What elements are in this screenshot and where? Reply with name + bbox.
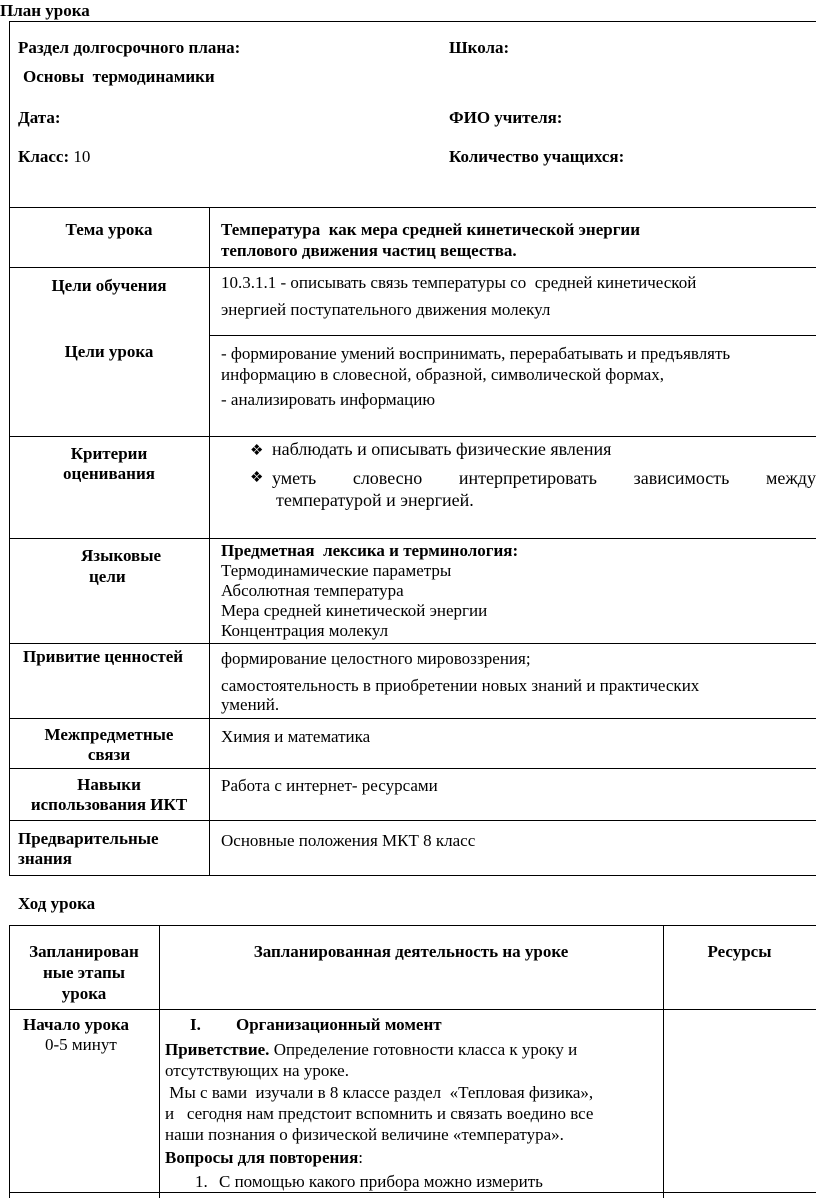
lesson-goals-line-3: - анализировать информацию (221, 390, 436, 409)
step-title: Организационный момент (236, 1015, 442, 1034)
table-divider (9, 267, 816, 268)
ict-value: Работа с интернет- ресурсами (221, 776, 438, 795)
col3-header: Ресурсы (707, 942, 772, 961)
criteria-item-1 (250, 439, 611, 462)
prior-value: Основные положения МКТ 8 класс (221, 831, 476, 850)
criteria-item-1-text: наблюдать и описывать физические явления (272, 439, 612, 459)
intro-line-3: наши познания о физической величине «температура». (165, 1125, 564, 1144)
language-term: Абсолютная температура (221, 581, 404, 600)
stage-label: Начало урока (23, 1015, 130, 1034)
criteria-word: зависимость (633, 468, 730, 488)
table-border-bottom (9, 1192, 816, 1193)
prior-label-2: знания (18, 849, 72, 868)
criteria-item-2 (250, 468, 816, 489)
learning-goals-label: Цели обучения (51, 276, 167, 295)
col1-header-1: Запланирован (29, 942, 139, 961)
table-divider (9, 436, 816, 437)
table-divider (9, 718, 816, 719)
class-value: 10 (73, 147, 91, 166)
interdisc-value: Химия и математика (221, 727, 371, 746)
interdisc-label-2: связи (87, 745, 131, 764)
greeting-line-1 (165, 1039, 577, 1060)
table-border-top (9, 925, 816, 926)
language-term: Мера средней кинетической энергии (221, 601, 488, 620)
progress-title: Ход урока (18, 894, 96, 913)
language-label-2: цели (89, 567, 126, 586)
table-column-divider (159, 925, 160, 1198)
criteria-word: интерпретировать (458, 468, 597, 488)
lesson-goals-line-2: информацию в словесной, образной, символической формах, (221, 365, 665, 384)
values-line-1: формирование целостного мировоззрения; (221, 649, 531, 668)
ict-label-2: использования ИКТ (30, 795, 188, 814)
school-label: Школа: (449, 38, 510, 57)
intro-line-2: и сегодня нам предстоит вспомнить и связать воедино все (165, 1104, 594, 1123)
table-divider (209, 335, 816, 336)
values-line-3: умений. (221, 695, 280, 714)
step-number: I. (190, 1015, 201, 1034)
table-divider (9, 1009, 816, 1010)
students-label: Количество учащихся: (449, 147, 625, 166)
values-line-2: самостоятельность в приобретении новых знаний и практических (221, 676, 700, 695)
topic-label: Тема урока (65, 220, 153, 239)
criteria-word: словесно (352, 468, 423, 488)
table-border-top (9, 21, 816, 22)
values-label: Привитие ценностей (23, 647, 184, 666)
teacher-label: ФИО учителя: (449, 108, 563, 127)
page-title: План урока (0, 1, 90, 20)
question-1-text: С помощью какого прибора можно измерить (219, 1172, 543, 1191)
date-label: Дата: (18, 108, 61, 127)
questions-colon: : (358, 1148, 364, 1167)
table-divider (9, 820, 816, 821)
question-1-number: 1. (195, 1172, 208, 1191)
class-field (18, 146, 90, 167)
section-label: Раздел долгосрочного плана: (18, 38, 241, 57)
language-heading: Предметная лексика и терминология: (221, 541, 519, 560)
interdisc-label-1: Межпредметные (44, 725, 174, 744)
diamond-bullet-icon: ❖ (250, 443, 264, 459)
criteria-word: между (765, 468, 816, 488)
learning-goals-line-2: энергией поступательного движения молекул (221, 300, 551, 319)
table-divider (9, 768, 816, 769)
criteria-item-2-cont: температурой и энергией. (276, 490, 474, 510)
section-value: Основы термодинамики (23, 67, 215, 86)
diamond-bullet-icon: ❖ (250, 470, 264, 486)
stage-time: 0-5 минут (45, 1035, 117, 1054)
lesson-goals-label: Цели урока (64, 342, 154, 361)
table-divider (9, 643, 816, 644)
language-label-1: Языковые (81, 546, 162, 565)
col1-header-3: урока (61, 984, 107, 1003)
criteria-word: уметь (272, 468, 317, 488)
table-column-divider (663, 925, 664, 1198)
table-divider (9, 538, 816, 539)
question-1 (195, 1171, 543, 1192)
criteria-item-2-words (272, 468, 816, 489)
table-divider (9, 207, 816, 208)
questions-label: Вопросы для повторения (165, 1148, 359, 1167)
class-label: Класс: (18, 147, 70, 166)
ict-label-1: Навыки (77, 775, 141, 794)
learning-goals-line-1: 10.3.1.1 - описывать связь температуры со средней кинетической (221, 273, 697, 292)
criteria-label-1: Критерии (70, 444, 148, 463)
criteria-label-2: оценивания (63, 464, 155, 483)
topic-line-1: Температура как мера средней кинетической энергии (221, 220, 640, 239)
lesson-goals-line-1: - формирование умений воспринимать, перерабатывать и предъявлять (221, 344, 731, 363)
language-term: Термодинамические параметры (221, 561, 452, 580)
greeting-bold: Приветствие. (165, 1040, 270, 1059)
col1-header-2: ные этапы (42, 963, 126, 982)
table-border-bottom (9, 875, 816, 876)
greeting-line-2: отсутствующих на уроке. (165, 1061, 349, 1080)
language-term: Концентрация молекул (221, 621, 389, 640)
col2-header: Запланированная деятельность на уроке (253, 942, 569, 961)
greeting-rest: Определение готовности класса к уроку и (269, 1040, 578, 1059)
prior-label-1: Предварительные (18, 829, 159, 848)
questions-heading (165, 1147, 363, 1168)
table-column-divider (209, 207, 210, 876)
topic-line-2: теплового движения частиц вещества. (221, 241, 517, 260)
intro-line-1: Мы с вами изучали в 8 классе раздел «Тепловая физика», (165, 1083, 594, 1102)
